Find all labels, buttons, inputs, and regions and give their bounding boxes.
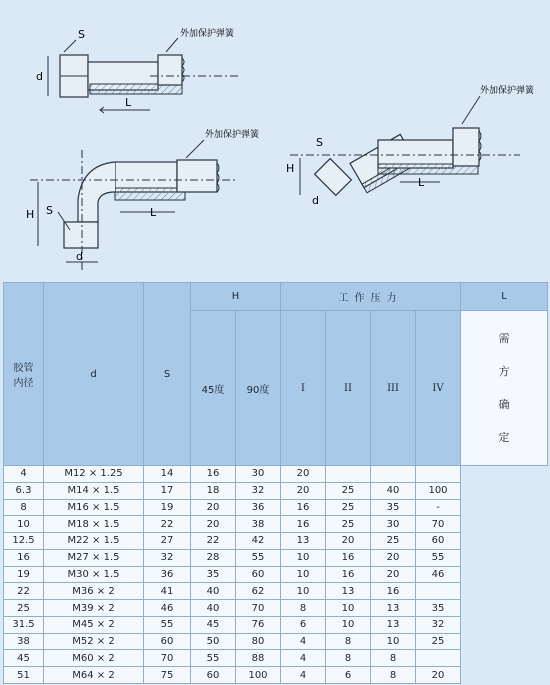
hex-cell: 41 xyxy=(144,583,191,600)
hex-cell: 19 xyxy=(144,499,191,516)
label-l-2: L xyxy=(150,206,157,219)
pressure-2-cell: 16 xyxy=(326,566,371,583)
h90-cell: 60 xyxy=(236,566,281,583)
pressure-2-cell: 25 xyxy=(326,482,371,499)
pressure-4-cell: 70 xyxy=(416,516,461,533)
pressure-3-cell: 16 xyxy=(371,583,416,600)
callout-spring-2: 外加保护弹簧 xyxy=(205,130,260,140)
h90-cell: 36 xyxy=(236,499,281,516)
elbow-90-drawing xyxy=(30,140,235,270)
pressure-4-cell: 46 xyxy=(416,566,461,583)
bore-cell: 31.5 xyxy=(4,616,44,633)
l-note-char-4: 定 xyxy=(498,431,510,444)
callout-spring-1: 外加保护弹簧 xyxy=(180,29,235,39)
table-row xyxy=(4,667,548,684)
pressure-1-cell: 6 xyxy=(281,616,326,633)
pressure-3-cell xyxy=(371,466,416,483)
thread-cell: M27 × 1.5 xyxy=(44,549,144,566)
hex-cell: 14 xyxy=(144,466,191,483)
pressure-2-cell: 10 xyxy=(326,616,371,633)
pressure-1-cell: 4 xyxy=(281,667,326,684)
label-d-3: d xyxy=(312,194,319,207)
pressure-3-cell: 25 xyxy=(371,533,416,550)
pressure-2-cell: 25 xyxy=(326,499,371,516)
pressure-1-cell: 13 xyxy=(281,533,326,550)
pressure-1-cell: 20 xyxy=(281,482,326,499)
bore-cell: 25 xyxy=(4,600,44,617)
l-note-char-1: 需 xyxy=(498,332,510,345)
header-hex-s: S xyxy=(144,283,191,466)
thread-cell: M14 × 1.5 xyxy=(44,482,144,499)
pressure-1-cell: 8 xyxy=(281,600,326,617)
pressure-3-cell: 20 xyxy=(371,566,416,583)
pressure-3-cell: 8 xyxy=(371,667,416,684)
h45-cell: 20 xyxy=(191,516,236,533)
label-d-2: d xyxy=(76,250,83,263)
pressure-1-cell: 4 xyxy=(281,650,326,667)
h90-cell: 55 xyxy=(236,549,281,566)
header-length-l: L xyxy=(461,283,548,311)
h45-cell: 60 xyxy=(191,667,236,684)
bore-cell: 10 xyxy=(4,516,44,533)
header-pressure-3: III xyxy=(371,311,416,466)
pressure-4-cell: - xyxy=(416,499,461,516)
thread-cell: M36 × 2 xyxy=(44,583,144,600)
hex-cell: 60 xyxy=(144,633,191,650)
header-pressure-4: IV xyxy=(416,311,461,466)
thread-cell: M45 × 2 xyxy=(44,616,144,633)
h45-cell: 40 xyxy=(191,600,236,617)
thread-cell: M22 × 1.5 xyxy=(44,533,144,550)
h45-cell: 40 xyxy=(191,583,236,600)
table-row xyxy=(4,549,548,566)
pressure-3-cell: 40 xyxy=(371,482,416,499)
pressure-2-cell: 8 xyxy=(326,633,371,650)
pressure-4-cell: 32 xyxy=(416,616,461,633)
bore-cell: 45 xyxy=(4,650,44,667)
thread-cell: M18 × 1.5 xyxy=(44,516,144,533)
table-row xyxy=(4,633,548,650)
h45-cell: 18 xyxy=(191,482,236,499)
pressure-1-cell: 10 xyxy=(281,566,326,583)
table-row xyxy=(4,600,548,617)
hex-cell: 36 xyxy=(144,566,191,583)
hex-cell: 22 xyxy=(144,516,191,533)
table-row xyxy=(4,499,548,516)
table-row xyxy=(4,466,548,483)
thread-cell: M64 × 2 xyxy=(44,667,144,684)
table-row xyxy=(4,616,548,633)
bore-cell: 22 xyxy=(4,583,44,600)
pressure-4-cell: 55 xyxy=(416,549,461,566)
label-s-1: S xyxy=(78,28,85,41)
thread-cell: M60 × 2 xyxy=(44,650,144,667)
bore-cell: 38 xyxy=(4,633,44,650)
bore-cell: 6.3 xyxy=(4,482,44,499)
label-d-1: d xyxy=(36,70,43,83)
pressure-1-cell: 10 xyxy=(281,549,326,566)
pressure-3-cell: 20 xyxy=(371,549,416,566)
label-s-2: S xyxy=(46,204,53,217)
thread-cell: M52 × 2 xyxy=(44,633,144,650)
hex-cell: 46 xyxy=(144,600,191,617)
hex-cell: 27 xyxy=(144,533,191,550)
h90-cell: 76 xyxy=(236,616,281,633)
pressure-4-cell: 100 xyxy=(416,482,461,499)
table-row xyxy=(4,650,548,667)
pressure-3-cell: 13 xyxy=(371,616,416,633)
header-h-90: 90度 xyxy=(236,311,281,466)
straight-fitting-drawing xyxy=(48,38,240,113)
pressure-4-cell: 25 xyxy=(416,633,461,650)
pressure-4-cell xyxy=(416,466,461,483)
pressure-3-cell: 10 xyxy=(371,633,416,650)
h45-cell: 35 xyxy=(191,566,236,583)
pressure-2-cell: 13 xyxy=(326,583,371,600)
h90-cell: 70 xyxy=(236,600,281,617)
header-hose-bore: 胶管 内径 xyxy=(4,283,44,466)
elbow-45-drawing xyxy=(290,96,520,195)
label-l-3: L xyxy=(418,176,425,189)
l-note-cell xyxy=(461,311,548,466)
pressure-2-cell xyxy=(326,466,371,483)
label-h-2: H xyxy=(26,208,35,221)
pressure-2-cell: 16 xyxy=(326,549,371,566)
bore-cell: 51 xyxy=(4,667,44,684)
h45-cell: 22 xyxy=(191,533,236,550)
pressure-4-cell: 35 xyxy=(416,600,461,617)
table-row xyxy=(4,482,548,499)
pressure-1-cell: 20 xyxy=(281,466,326,483)
l-note-char-3: 确 xyxy=(498,398,510,411)
bore-cell: 12.5 xyxy=(4,533,44,550)
h45-cell: 55 xyxy=(191,650,236,667)
hex-cell: 70 xyxy=(144,650,191,667)
h45-cell: 28 xyxy=(191,549,236,566)
h45-cell: 45 xyxy=(191,616,236,633)
h45-cell: 20 xyxy=(191,499,236,516)
header-h-45: 45度 xyxy=(191,311,236,466)
pressure-1-cell: 16 xyxy=(281,516,326,533)
bore-cell: 4 xyxy=(4,466,44,483)
h90-cell: 42 xyxy=(236,533,281,550)
label-s-3: S xyxy=(316,136,323,149)
hex-cell: 32 xyxy=(144,549,191,566)
pressure-4-cell: 20 xyxy=(416,667,461,684)
pressure-1-cell: 16 xyxy=(281,499,326,516)
label-h-3: H xyxy=(286,162,295,175)
table-row xyxy=(4,516,548,533)
header-pressure-1: I xyxy=(281,311,326,466)
spec-table xyxy=(3,282,548,684)
h90-cell: 62 xyxy=(236,583,281,600)
pressure-1-cell: 10 xyxy=(281,583,326,600)
bore-cell: 8 xyxy=(4,499,44,516)
h90-cell: 30 xyxy=(236,466,281,483)
thread-cell: M16 × 1.5 xyxy=(44,499,144,516)
h90-cell: 88 xyxy=(236,650,281,667)
h90-cell: 100 xyxy=(236,667,281,684)
h45-cell: 50 xyxy=(191,633,236,650)
hex-cell: 17 xyxy=(144,482,191,499)
pressure-3-cell: 13 xyxy=(371,600,416,617)
h90-cell: 80 xyxy=(236,633,281,650)
callout-spring-3: 外加保护弹簧 xyxy=(480,86,535,96)
fitting-drawings xyxy=(0,0,550,280)
h90-cell: 32 xyxy=(236,482,281,499)
table-row xyxy=(4,583,548,600)
pressure-4-cell: 60 xyxy=(416,533,461,550)
hex-cell: 55 xyxy=(144,616,191,633)
pressure-2-cell: 10 xyxy=(326,600,371,617)
spec-table-body xyxy=(4,466,548,684)
header-thread-d: d xyxy=(44,283,144,466)
l-note-char-2: 方 xyxy=(498,365,510,378)
pressure-2-cell: 8 xyxy=(326,650,371,667)
header-working-pressure: 工作压力 xyxy=(281,283,461,311)
thread-cell: M12 × 1.25 xyxy=(44,466,144,483)
pressure-3-cell: 30 xyxy=(371,516,416,533)
pressure-2-cell: 20 xyxy=(326,533,371,550)
pressure-3-cell: 35 xyxy=(371,499,416,516)
pressure-4-cell xyxy=(416,583,461,600)
thread-cell: M30 × 1.5 xyxy=(44,566,144,583)
pressure-1-cell: 4 xyxy=(281,633,326,650)
table-row xyxy=(4,533,548,550)
header-pressure-2: II xyxy=(326,311,371,466)
h45-cell: 16 xyxy=(191,466,236,483)
h90-cell: 38 xyxy=(236,516,281,533)
header-height-h: H xyxy=(191,283,281,311)
table-row xyxy=(4,566,548,583)
pressure-2-cell: 6 xyxy=(326,667,371,684)
bore-cell: 19 xyxy=(4,566,44,583)
pressure-3-cell: 8 xyxy=(371,650,416,667)
bore-cell: 16 xyxy=(4,549,44,566)
pressure-4-cell xyxy=(416,650,461,667)
pressure-2-cell: 25 xyxy=(326,516,371,533)
hex-cell: 75 xyxy=(144,667,191,684)
label-l-1: L xyxy=(125,96,132,109)
thread-cell: M39 × 2 xyxy=(44,600,144,617)
